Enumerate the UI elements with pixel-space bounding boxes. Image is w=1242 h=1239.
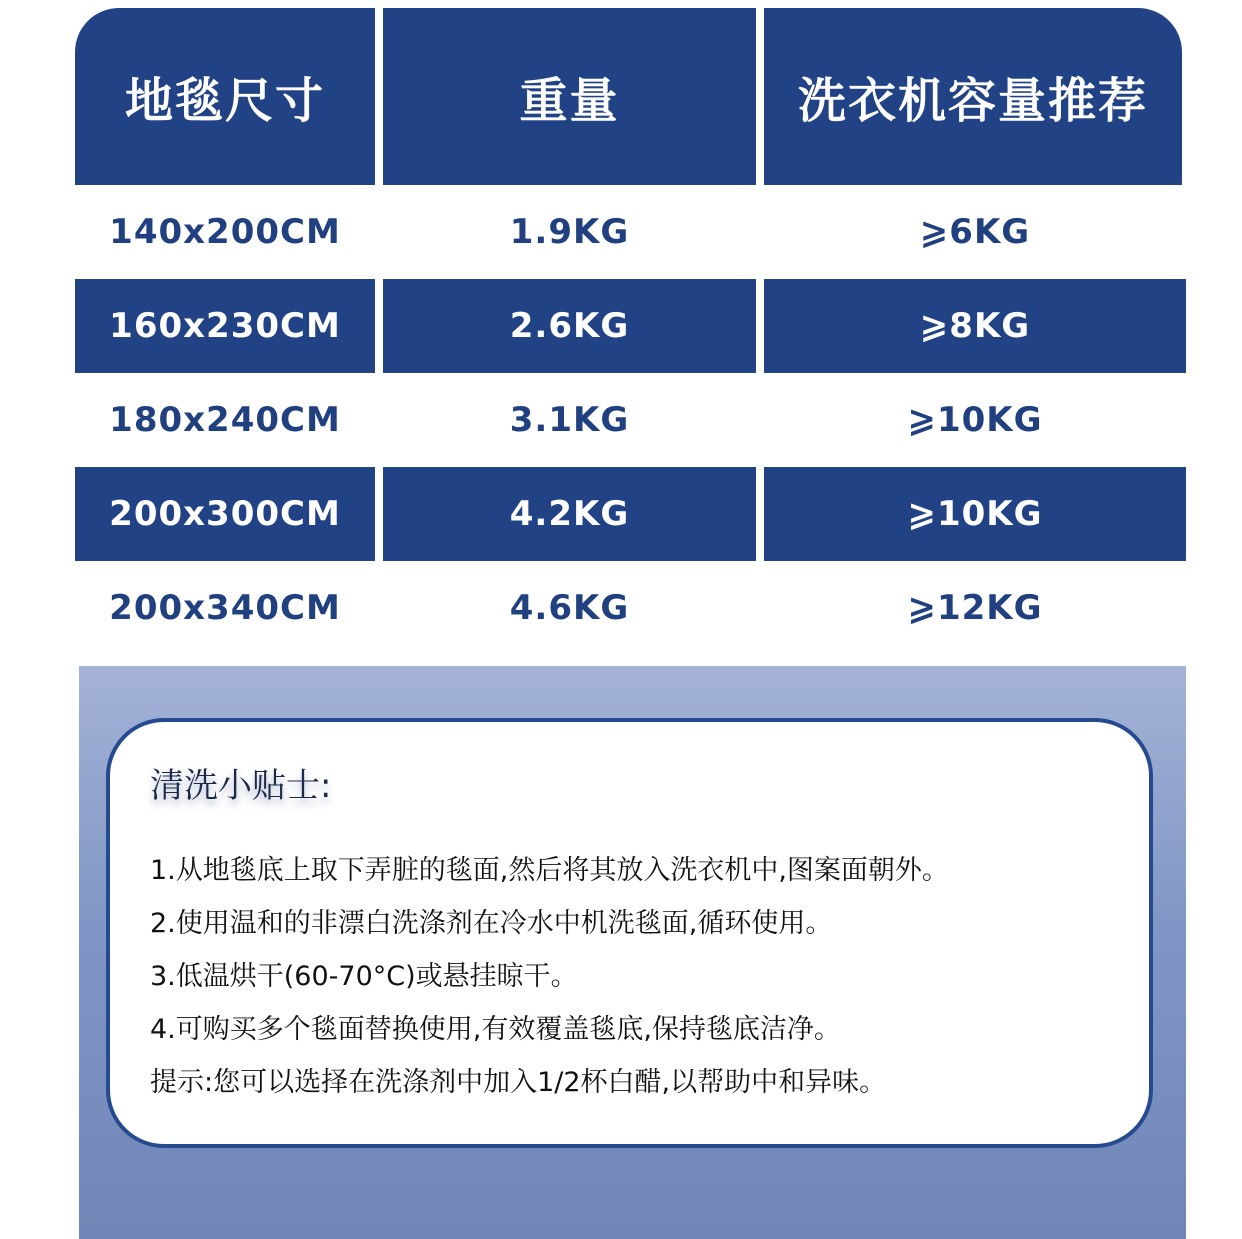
cell-weight: 3.1KG: [383, 373, 756, 467]
table-row: [75, 467, 1186, 561]
cell-washer-capacity: ⩾8KG: [764, 279, 1186, 373]
tips-list: [150, 844, 1130, 1109]
cell-washer-capacity: ⩾10KG: [764, 373, 1186, 467]
cell-rug-size: 180x240CM: [75, 373, 375, 467]
cell-washer-capacity: ⩾6KG: [764, 185, 1186, 279]
cell-washer-capacity: ⩾12KG: [764, 561, 1186, 655]
tips-card: [106, 718, 1153, 1148]
table-row: [75, 185, 1186, 279]
cell-rug-size: 160x230CM: [75, 279, 375, 373]
cell-weight: 4.6KG: [383, 561, 756, 655]
tip-item: 2.使用温和的非漂白洗涤剂在冷水中机洗毯面,循环使用。: [150, 908, 833, 939]
tip-item: 3.低温烘干(60-70°C)或悬挂晾干。: [150, 961, 578, 992]
table-row: [75, 373, 1186, 467]
table-row: [75, 279, 1186, 373]
tip-item: 1.从地毯底上取下弄脏的毯面,然后将其放入洗衣机中,图案面朝外。: [150, 855, 949, 886]
table-header-row: [75, 8, 1186, 185]
tips-title: 清洗小贴士:: [150, 766, 332, 806]
cell-rug-size: 200x300CM: [75, 467, 375, 561]
header-weight: 重量: [383, 8, 756, 185]
cell-washer-capacity: ⩾10KG: [764, 467, 1186, 561]
cell-rug-size: 140x200CM: [75, 185, 375, 279]
cell-rug-size: 200x340CM: [75, 561, 375, 655]
table-row: [75, 561, 1186, 655]
rug-size-table: [75, 8, 1186, 655]
cell-weight: 4.2KG: [383, 467, 756, 561]
tips-section: [79, 666, 1186, 1239]
cell-weight: 2.6KG: [383, 279, 756, 373]
cell-weight: 1.9KG: [383, 185, 756, 279]
tip-note: 提示:您可以选择在洗涤剂中加入1/2杯白醋,以帮助中和异味。: [150, 1067, 887, 1098]
header-washer-capacity: 洗衣机容量推荐: [764, 8, 1182, 185]
tip-item: 4.可购买多个毯面替换使用,有效覆盖毯底,保持毯底洁净。: [150, 1014, 841, 1045]
header-rug-size: 地毯尺寸: [75, 8, 375, 185]
